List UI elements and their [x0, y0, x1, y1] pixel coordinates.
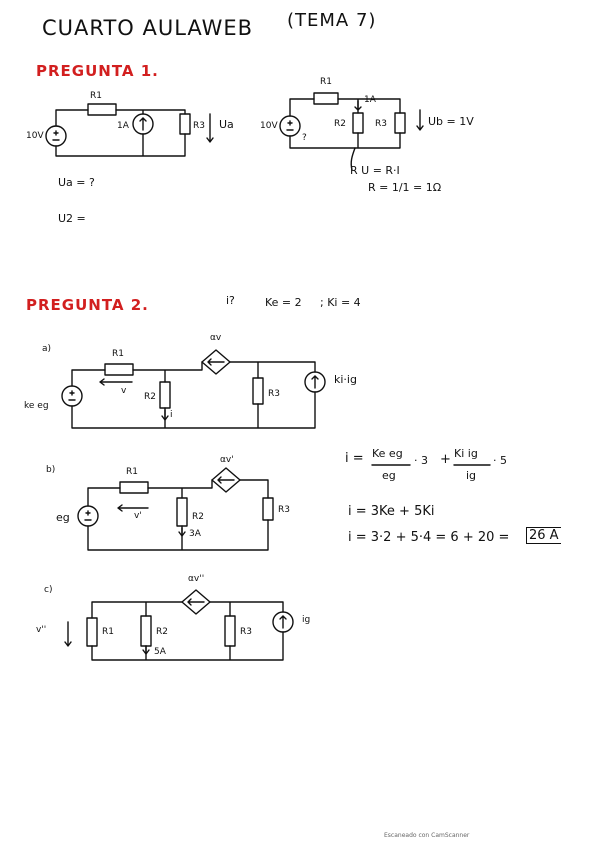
q1r-r1-resistor — [314, 93, 338, 104]
q1-ohm-law-note: R U = R·I — [350, 164, 400, 177]
q1r-ub-arrow — [417, 110, 423, 130]
q2a-source-label: ke eg — [24, 401, 49, 411]
q1r-r2-resistor — [353, 113, 363, 133]
q2a-label: a) — [42, 344, 52, 354]
q1r-voltage-source-icon — [280, 116, 300, 136]
q1-u2-question: U2 = — [58, 212, 86, 225]
q2a-i-arrow — [162, 410, 168, 420]
final-answer-box: 26 A — [526, 527, 561, 544]
scanner-footer: Escaneado con CamScanner — [384, 832, 470, 839]
q1l-source-label: 10V — [26, 131, 44, 141]
q2a-v-arrow — [100, 379, 132, 385]
q1r-r2-label: R2 — [334, 119, 346, 129]
q2c-r2-resistor — [141, 616, 151, 646]
q2-question: i? — [226, 294, 235, 307]
q1-heading: PREGUNTA 1. — [36, 62, 159, 80]
q1l-ua-arrow — [207, 114, 213, 142]
q1-right-circuit — [280, 93, 423, 170]
q2a-voltage-source-icon — [62, 386, 82, 406]
q2b-r1-resistor — [120, 482, 148, 493]
q1-ua-question: Ua = ? — [58, 176, 95, 189]
eq1-numerator-1: Ke eg — [372, 447, 403, 460]
q1l-voltage-source-icon — [46, 126, 66, 146]
q1-left-circuit — [46, 104, 213, 156]
q1l-current-source-label: 1A — [117, 121, 129, 131]
eq1-plus: + — [440, 452, 451, 467]
q1r-unknown-mark: ? — [302, 133, 307, 143]
q2a-circuit — [62, 350, 325, 428]
q2b-r2-resistor — [177, 498, 187, 526]
eq3: i = 3·2 + 5·4 = 6 + 20 = — [348, 530, 510, 545]
q2b-v-label: v' — [134, 511, 142, 521]
eq1-denominator-1: eg — [382, 469, 396, 482]
q2a-r3-resistor — [253, 378, 263, 404]
q2b-v-arrow — [118, 505, 148, 511]
q2-ki-value: ; Ki = 4 — [320, 296, 361, 309]
q2-heading: PREGUNTA 2. — [26, 296, 149, 314]
eq1-lhs: i = — [345, 451, 364, 466]
q2a-r2-resistor — [160, 382, 170, 408]
q1r-r3-resistor — [395, 113, 405, 133]
q2c-r2-label: R2 — [156, 627, 168, 637]
q2c-i-arrow — [143, 646, 149, 654]
eq1-denominator-2: ig — [466, 469, 477, 482]
q2a-r3-label: R3 — [268, 389, 280, 399]
q2c-r3-label: R3 — [240, 627, 252, 637]
q1r-r3-label: R3 — [375, 119, 387, 129]
q2c-r3-resistor — [225, 616, 235, 646]
q2b-r2-label: R2 — [192, 512, 204, 522]
q2c-v-arrow — [65, 622, 71, 646]
q2c-ig-label: ig — [302, 615, 311, 625]
q1-resistance-note: R = 1/1 = 1Ω — [368, 181, 442, 194]
q1r-current-arrow — [355, 101, 361, 110]
q2b-dep-label: αv' — [220, 455, 234, 465]
q1r-source-label: 10V — [260, 121, 278, 131]
q1r-ub-label: Ub = 1V — [428, 115, 474, 128]
q2c-label: c) — [44, 585, 53, 595]
eq2: i = 3Ke + 5Ki — [348, 504, 435, 519]
q2b-i-arrow — [179, 528, 185, 536]
eq1-multiplier-1: · 3 — [414, 454, 428, 467]
q2b-voltage-source-icon — [78, 506, 98, 526]
q2b-i-label: 3A — [189, 529, 201, 539]
q2a-ki-label: ki·ig — [334, 373, 357, 386]
q2b-label: b) — [46, 465, 56, 475]
q1r-current-label: 1A — [364, 95, 376, 105]
q2a-r2-label: R2 — [144, 392, 156, 402]
q2-ke-value: Ke = 2 — [265, 296, 302, 309]
q2b-r3-resistor — [263, 498, 273, 520]
eq1-numerator-2: Ki ig — [454, 447, 478, 460]
q2b-source-label: eg — [56, 511, 70, 524]
q2a-v-label: v — [121, 386, 127, 396]
q2c-r1-label: R1 — [102, 627, 114, 637]
q2a-dep-label: αv — [210, 333, 222, 343]
topic-label: (TEMA 7) — [287, 10, 377, 31]
eq1-multiplier-2: · 5 — [493, 454, 507, 467]
q2b-r1-label: R1 — [126, 467, 138, 477]
q2b-circuit — [78, 468, 273, 550]
page-title: CUARTO AULAWEB — [42, 16, 254, 40]
q2a-r1-resistor — [105, 364, 133, 375]
q1l-ua-label: Ua — [219, 118, 234, 131]
q2b-r3-label: R3 — [278, 505, 290, 515]
q1l-r1-label: R1 — [90, 91, 102, 101]
q2c-dep-label: αv'' — [188, 574, 205, 584]
q1r-r1-label: R1 — [320, 77, 332, 87]
q2a-i-label: i — [170, 410, 173, 420]
q1l-r3-label: R3 — [193, 121, 205, 131]
q2c-i-label: 5A — [154, 647, 166, 657]
q1l-r3-resistor — [180, 114, 190, 134]
q1l-r1-resistor — [88, 104, 116, 115]
q2c-r1-resistor — [87, 618, 97, 646]
q2c-circuit — [65, 590, 293, 660]
q2a-r1-label: R1 — [112, 349, 124, 359]
q2c-v-label: v'' — [36, 625, 47, 635]
